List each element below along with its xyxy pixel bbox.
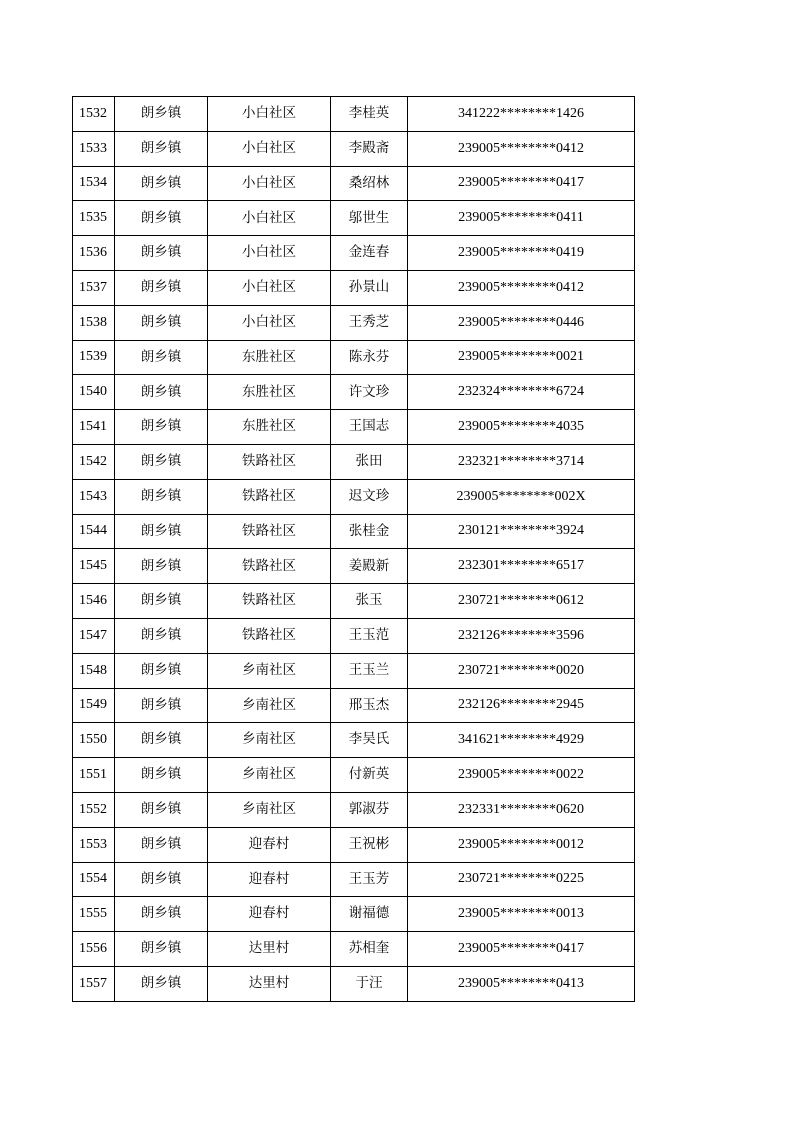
community-cell: 迎春村: [208, 827, 331, 862]
name-cell: 金连春: [331, 236, 408, 271]
row-number-cell: 1533: [73, 131, 115, 166]
row-number-cell: 1555: [73, 897, 115, 932]
id-number-cell: 230721********0225: [408, 862, 635, 897]
town-cell: 朗乡镇: [115, 827, 208, 862]
name-cell: 邢玉杰: [331, 688, 408, 723]
community-cell: 铁路社区: [208, 479, 331, 514]
town-cell: 朗乡镇: [115, 270, 208, 305]
community-cell: 小白社区: [208, 131, 331, 166]
id-number-cell: 239005********0013: [408, 897, 635, 932]
name-cell: 谢福德: [331, 897, 408, 932]
town-cell: 朗乡镇: [115, 584, 208, 619]
row-number-cell: 1536: [73, 236, 115, 271]
name-cell: 桑绍林: [331, 166, 408, 201]
name-cell: 王玉兰: [331, 653, 408, 688]
town-cell: 朗乡镇: [115, 618, 208, 653]
row-number-cell: 1543: [73, 479, 115, 514]
id-number-cell: 230121********3924: [408, 514, 635, 549]
community-cell: 达里村: [208, 966, 331, 1001]
table-row: [73, 618, 635, 653]
id-number-cell: 239005********0413: [408, 966, 635, 1001]
row-number-cell: 1550: [73, 723, 115, 758]
table-row: [73, 792, 635, 827]
row-number-cell: 1534: [73, 166, 115, 201]
town-cell: 朗乡镇: [115, 966, 208, 1001]
community-cell: 小白社区: [208, 166, 331, 201]
id-number-cell: 230721********0612: [408, 584, 635, 619]
table-row: [73, 584, 635, 619]
name-cell: 于汪: [331, 966, 408, 1001]
name-cell: 迟文珍: [331, 479, 408, 514]
table-row: [73, 897, 635, 932]
table-row: [73, 966, 635, 1001]
table-row: [73, 236, 635, 271]
town-cell: 朗乡镇: [115, 444, 208, 479]
row-number-cell: 1549: [73, 688, 115, 723]
community-cell: 达里村: [208, 932, 331, 967]
name-cell: 王祝彬: [331, 827, 408, 862]
community-cell: 乡南社区: [208, 723, 331, 758]
id-number-cell: 239005********0446: [408, 305, 635, 340]
name-cell: 苏相奎: [331, 932, 408, 967]
row-number-cell: 1541: [73, 410, 115, 445]
name-cell: 李殿斋: [331, 131, 408, 166]
town-cell: 朗乡镇: [115, 549, 208, 584]
town-cell: 朗乡镇: [115, 514, 208, 549]
community-cell: 铁路社区: [208, 444, 331, 479]
row-number-cell: 1542: [73, 444, 115, 479]
row-number-cell: 1546: [73, 584, 115, 619]
table-row: [73, 479, 635, 514]
row-number-cell: 1532: [73, 97, 115, 132]
table-row: [73, 688, 635, 723]
town-cell: 朗乡镇: [115, 236, 208, 271]
town-cell: 朗乡镇: [115, 792, 208, 827]
community-cell: 东胜社区: [208, 375, 331, 410]
table-row: [73, 444, 635, 479]
community-cell: 铁路社区: [208, 514, 331, 549]
name-cell: 许文珍: [331, 375, 408, 410]
table-row: [73, 166, 635, 201]
row-number-cell: 1535: [73, 201, 115, 236]
id-number-cell: 232126********3596: [408, 618, 635, 653]
community-cell: 铁路社区: [208, 584, 331, 619]
id-number-cell: 341621********4929: [408, 723, 635, 758]
id-number-cell: 239005********0012: [408, 827, 635, 862]
row-number-cell: 1548: [73, 653, 115, 688]
id-number-cell: 232331********0620: [408, 792, 635, 827]
id-number-cell: 239005********0417: [408, 932, 635, 967]
community-cell: 乡南社区: [208, 792, 331, 827]
community-cell: 铁路社区: [208, 549, 331, 584]
id-number-cell: 232126********2945: [408, 688, 635, 723]
town-cell: 朗乡镇: [115, 131, 208, 166]
community-cell: 小白社区: [208, 305, 331, 340]
row-number-cell: 1544: [73, 514, 115, 549]
table-row: [73, 97, 635, 132]
id-number-cell: 230721********0020: [408, 653, 635, 688]
name-cell: 李桂英: [331, 97, 408, 132]
row-number-cell: 1551: [73, 758, 115, 793]
row-number-cell: 1545: [73, 549, 115, 584]
town-cell: 朗乡镇: [115, 97, 208, 132]
id-number-cell: 232324********6724: [408, 375, 635, 410]
name-cell: 张桂金: [331, 514, 408, 549]
id-number-cell: 239005********0419: [408, 236, 635, 271]
town-cell: 朗乡镇: [115, 410, 208, 445]
row-number-cell: 1553: [73, 827, 115, 862]
table-row: [73, 340, 635, 375]
name-cell: 郭淑芬: [331, 792, 408, 827]
name-cell: 姜殿新: [331, 549, 408, 584]
community-cell: 乡南社区: [208, 758, 331, 793]
id-number-cell: 239005********0021: [408, 340, 635, 375]
table-row: [73, 514, 635, 549]
community-cell: 铁路社区: [208, 618, 331, 653]
table-row: [73, 653, 635, 688]
community-cell: 迎春村: [208, 897, 331, 932]
id-number-cell: 239005********0412: [408, 270, 635, 305]
community-cell: 乡南社区: [208, 653, 331, 688]
name-cell: 张田: [331, 444, 408, 479]
town-cell: 朗乡镇: [115, 340, 208, 375]
row-number-cell: 1539: [73, 340, 115, 375]
community-cell: 乡南社区: [208, 688, 331, 723]
id-number-cell: 239005********002X: [408, 479, 635, 514]
town-cell: 朗乡镇: [115, 166, 208, 201]
town-cell: 朗乡镇: [115, 932, 208, 967]
community-cell: 东胜社区: [208, 410, 331, 445]
town-cell: 朗乡镇: [115, 653, 208, 688]
table-row: [73, 862, 635, 897]
table-row: [73, 305, 635, 340]
name-cell: 张玉: [331, 584, 408, 619]
community-cell: 小白社区: [208, 236, 331, 271]
community-cell: 迎春村: [208, 862, 331, 897]
community-cell: 小白社区: [208, 201, 331, 236]
community-cell: 小白社区: [208, 270, 331, 305]
records-table-body: [73, 97, 635, 1002]
records-table: [72, 96, 635, 1002]
name-cell: 李吴氏: [331, 723, 408, 758]
name-cell: 陈永芬: [331, 340, 408, 375]
row-number-cell: 1554: [73, 862, 115, 897]
row-number-cell: 1540: [73, 375, 115, 410]
town-cell: 朗乡镇: [115, 862, 208, 897]
id-number-cell: 239005********0412: [408, 131, 635, 166]
community-cell: 小白社区: [208, 97, 331, 132]
id-number-cell: 232321********3714: [408, 444, 635, 479]
table-row: [73, 549, 635, 584]
row-number-cell: 1547: [73, 618, 115, 653]
table-row: [73, 375, 635, 410]
id-number-cell: 239005********4035: [408, 410, 635, 445]
row-number-cell: 1538: [73, 305, 115, 340]
table-row: [73, 131, 635, 166]
row-number-cell: 1537: [73, 270, 115, 305]
town-cell: 朗乡镇: [115, 723, 208, 758]
table-row: [73, 410, 635, 445]
town-cell: 朗乡镇: [115, 201, 208, 236]
id-number-cell: 232301********6517: [408, 549, 635, 584]
name-cell: 王秀芝: [331, 305, 408, 340]
name-cell: 王玉芳: [331, 862, 408, 897]
town-cell: 朗乡镇: [115, 479, 208, 514]
town-cell: 朗乡镇: [115, 897, 208, 932]
town-cell: 朗乡镇: [115, 375, 208, 410]
name-cell: 邬世生: [331, 201, 408, 236]
name-cell: 王玉范: [331, 618, 408, 653]
town-cell: 朗乡镇: [115, 758, 208, 793]
row-number-cell: 1556: [73, 932, 115, 967]
table-row: [73, 758, 635, 793]
name-cell: 孙景山: [331, 270, 408, 305]
name-cell: 付新英: [331, 758, 408, 793]
town-cell: 朗乡镇: [115, 688, 208, 723]
table-row: [73, 201, 635, 236]
id-number-cell: 239005********0411: [408, 201, 635, 236]
row-number-cell: 1557: [73, 966, 115, 1001]
town-cell: 朗乡镇: [115, 305, 208, 340]
id-number-cell: 239005********0417: [408, 166, 635, 201]
row-number-cell: 1552: [73, 792, 115, 827]
table-row: [73, 723, 635, 758]
id-number-cell: 239005********0022: [408, 758, 635, 793]
name-cell: 王国志: [331, 410, 408, 445]
community-cell: 东胜社区: [208, 340, 331, 375]
table-row: [73, 932, 635, 967]
table-row: [73, 827, 635, 862]
table-row: [73, 270, 635, 305]
id-number-cell: 341222********1426: [408, 97, 635, 132]
